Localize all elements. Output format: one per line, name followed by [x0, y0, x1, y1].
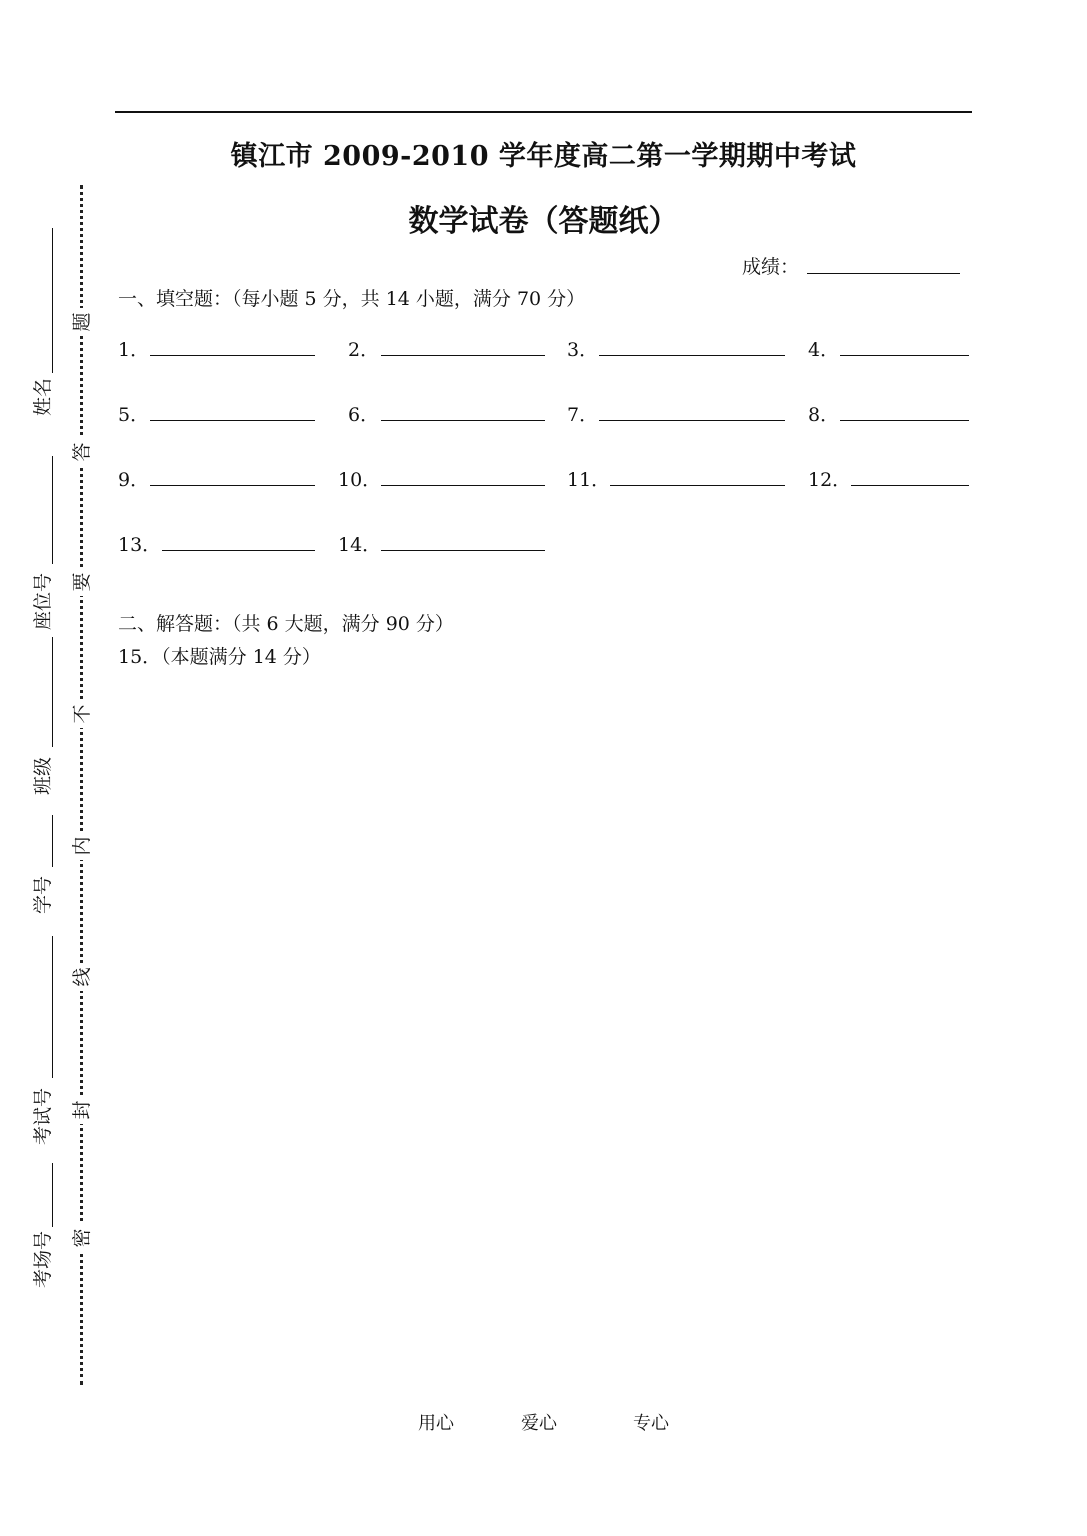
answer-blank-1[interactable]: [150, 355, 315, 356]
answer-blank-10[interactable]: [381, 485, 545, 486]
blank-label-7: 7．: [567, 404, 599, 426]
answer-blank-7[interactable]: [599, 420, 785, 421]
footer-text-2: 爱心: [521, 1413, 557, 1434]
answer-blank-12[interactable]: [851, 485, 969, 486]
answer-blank-9[interactable]: [150, 485, 315, 486]
seat-field[interactable]: [52, 456, 53, 564]
answer-blank-13[interactable]: [162, 550, 315, 551]
blank-label-1: 1．: [118, 339, 150, 361]
blank-label-4: 4．: [808, 339, 840, 361]
side-label-room-no: 考场号: [32, 1230, 54, 1288]
blank-label-14: 14．: [338, 534, 382, 556]
student-no-field[interactable]: [52, 815, 53, 867]
blank-label-10: 10．: [338, 469, 382, 491]
blank-label-9: 9．: [118, 469, 150, 491]
question-15-header: 15．（本题满分 14 分）: [118, 646, 321, 668]
blank-label-5: 5．: [118, 404, 150, 426]
seal-char-da: 答: [68, 438, 96, 466]
seal-char-yao: 要: [68, 568, 96, 596]
answer-blank-11[interactable]: [610, 485, 785, 486]
blank-label-12: 12．: [808, 469, 852, 491]
room-no-field[interactable]: [52, 1163, 53, 1227]
blank-label-3: 3．: [567, 339, 599, 361]
class-field[interactable]: [52, 637, 53, 747]
exam-title: 镇江市 2009-2010 学年度高二第一学期期中考试: [230, 141, 857, 172]
footer-text-3: 专心: [633, 1413, 669, 1434]
answer-blank-2[interactable]: [381, 355, 545, 356]
answer-blank-4[interactable]: [840, 355, 969, 356]
seal-char-feng: 封: [68, 1096, 96, 1124]
blank-label-13: 13．: [118, 534, 162, 556]
side-label-seat: 座位号: [32, 572, 54, 630]
name-field[interactable]: [52, 228, 53, 373]
blank-label-6: 6．: [348, 404, 380, 426]
answer-blank-8[interactable]: [840, 420, 969, 421]
seal-char-ti: 题: [68, 308, 96, 336]
answer-blank-6[interactable]: [381, 420, 545, 421]
exam-no-field[interactable]: [52, 936, 53, 1078]
score-field[interactable]: [807, 273, 960, 274]
side-label-exam-no: 考试号: [32, 1087, 54, 1145]
answer-blank-3[interactable]: [599, 355, 785, 356]
section1-heading: 一、填空题：（每小题 5 分，共 14 小题，满分 70 分）: [118, 288, 586, 310]
top-rule: [115, 111, 972, 113]
seal-char-mi: 密: [68, 1224, 96, 1252]
side-label-student-no: 学号: [32, 875, 54, 914]
section2-heading: 二、解答题：（共 6 大题，满分 90 分）: [118, 613, 454, 635]
score-label: 成绩：: [742, 256, 800, 278]
footer-text-1: 用心: [418, 1413, 454, 1434]
blank-label-2: 2．: [348, 339, 380, 361]
seal-dotted-line: [80, 185, 83, 1385]
blank-label-8: 8．: [808, 404, 840, 426]
paper-subtitle: 数学试卷（答题纸）: [408, 204, 679, 239]
answer-blank-14[interactable]: [381, 550, 545, 551]
seal-char-xian: 线: [68, 963, 96, 991]
blank-label-11: 11．: [567, 469, 611, 491]
seal-char-bu: 不: [68, 700, 96, 728]
seal-char-nei: 内: [68, 832, 96, 860]
answer-blank-5[interactable]: [150, 420, 315, 421]
side-label-class: 班级: [32, 756, 54, 795]
side-label-name: 姓名: [32, 377, 54, 416]
